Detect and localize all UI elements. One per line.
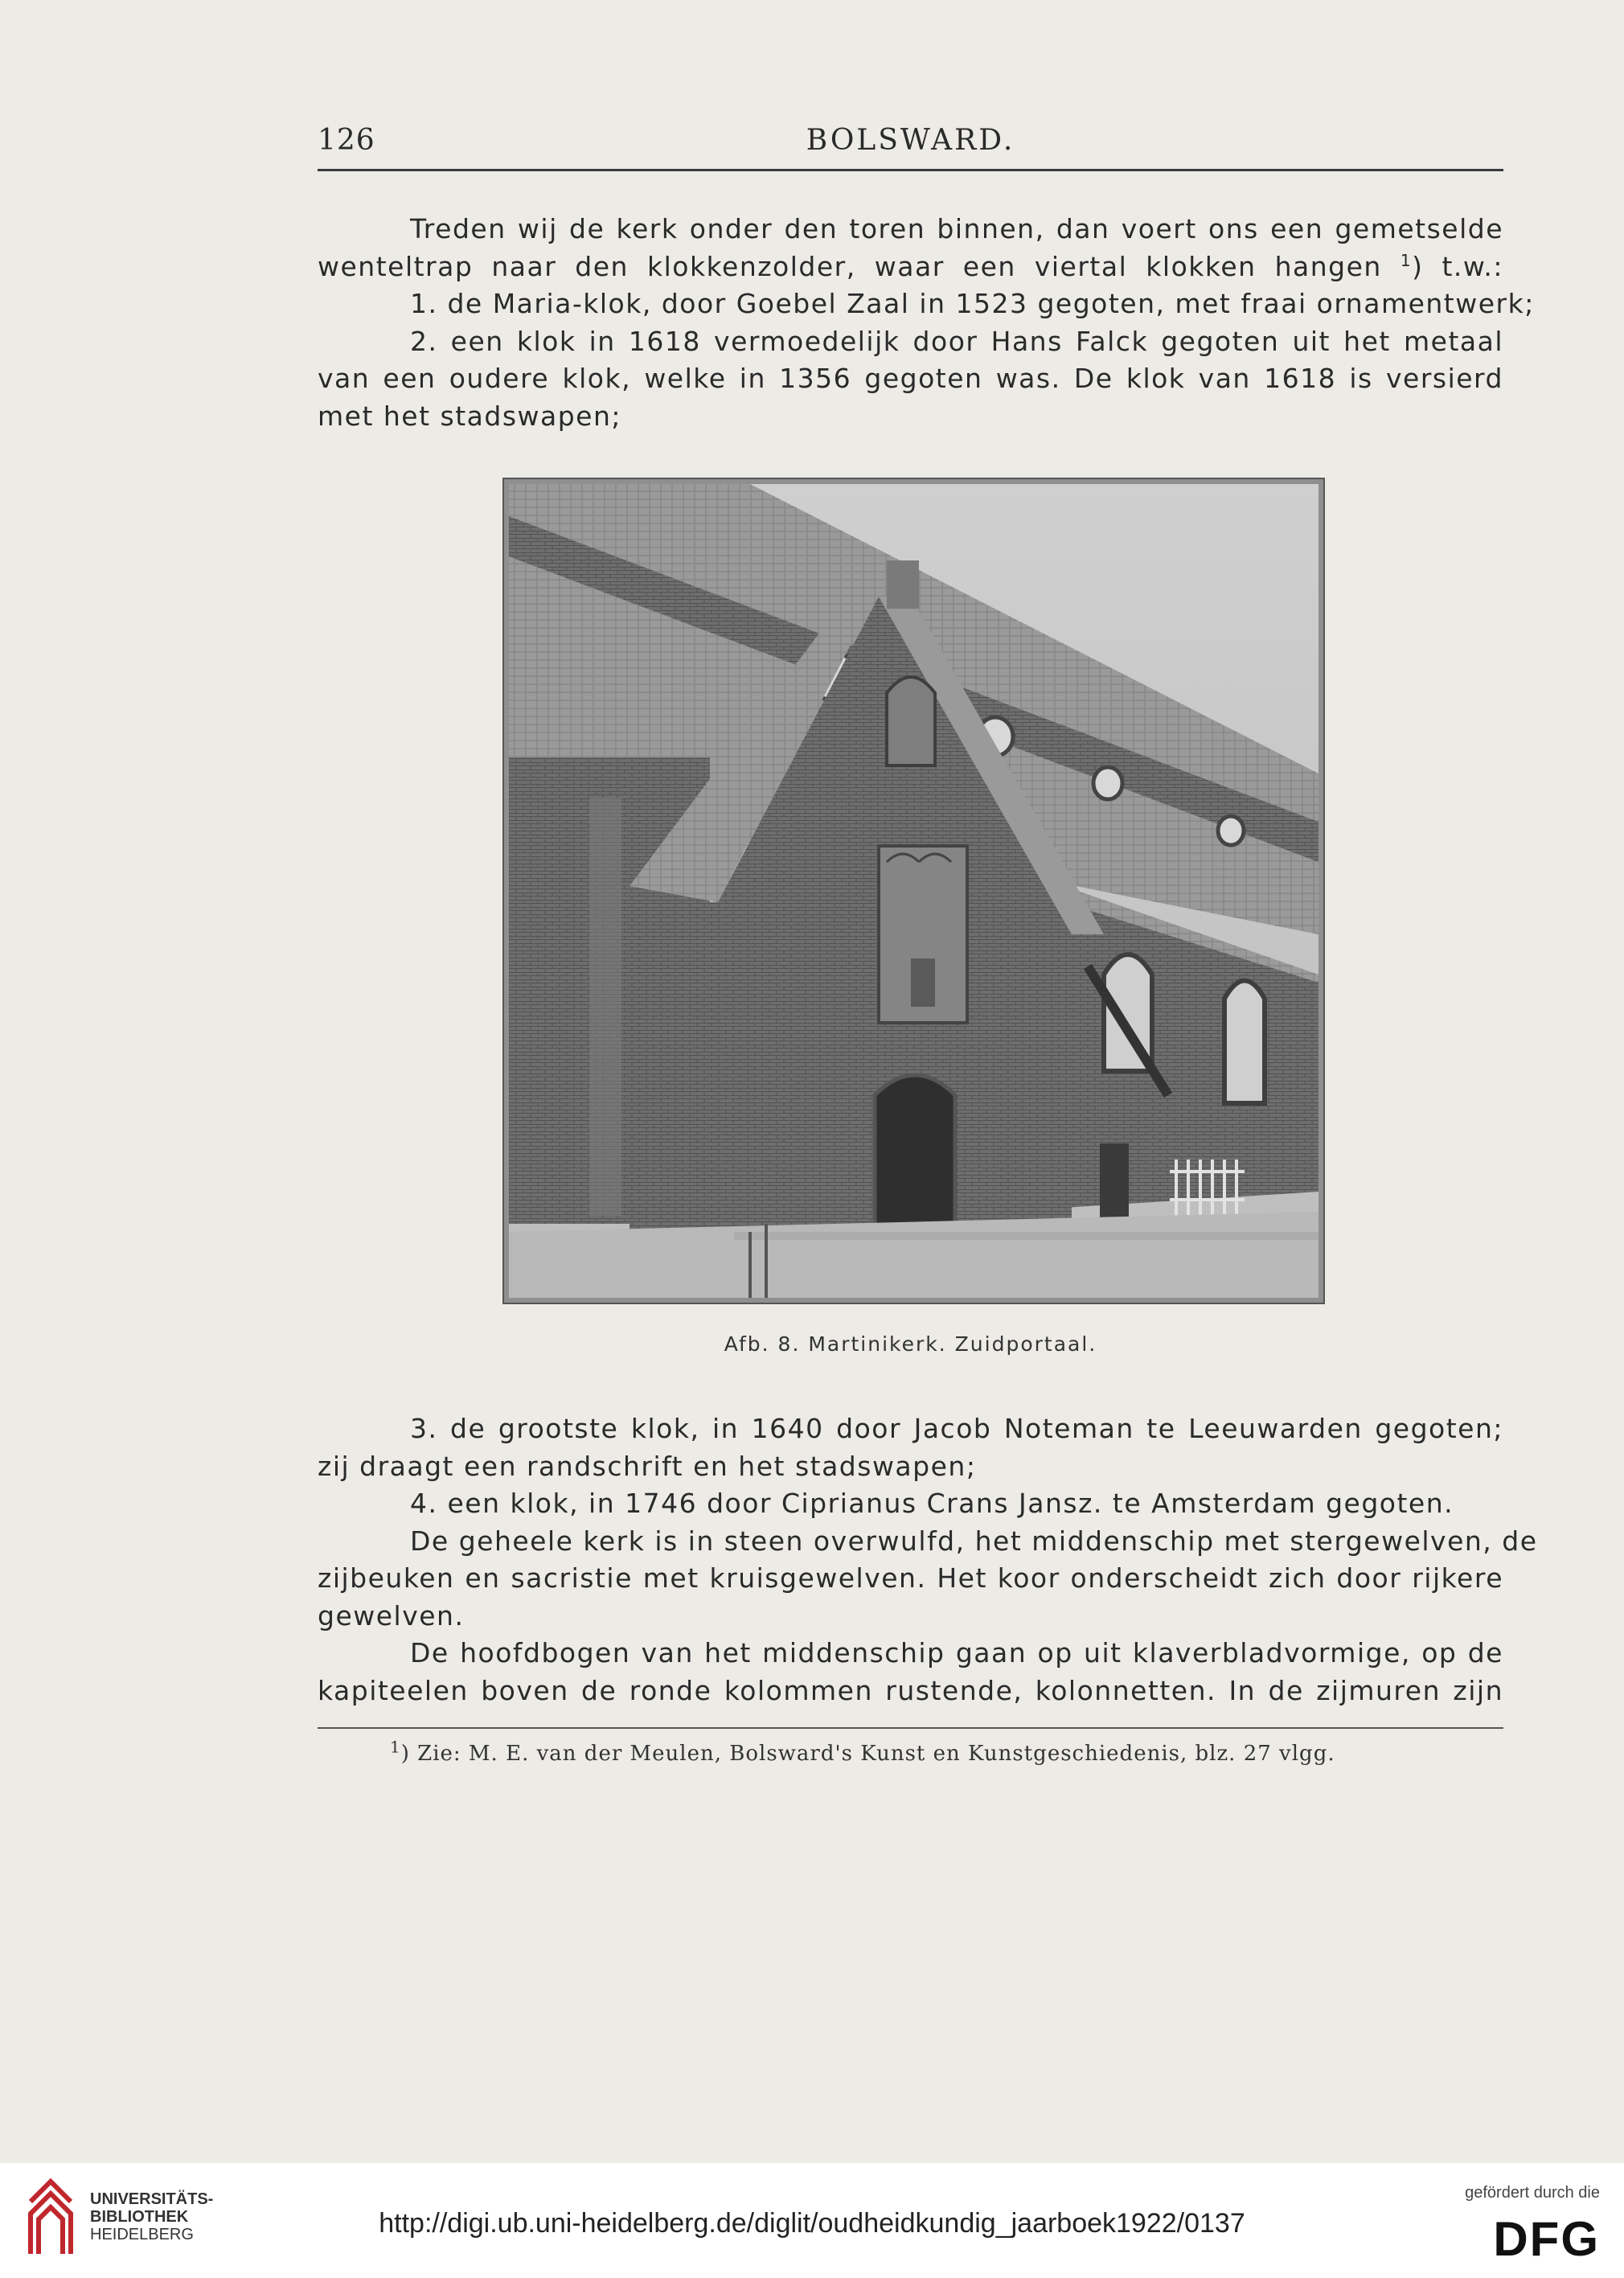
text-line: gewelven. <box>318 1599 465 1632</box>
text-block-top <box>318 211 1535 435</box>
footnote-reference[interactable]: 1 <box>1400 250 1413 270</box>
figure-photo-frame <box>502 478 1325 1304</box>
text-line: 4. een klok, in 1746 door Ciprianus Crans Jansz. te Amsterdam gegoten. <box>410 1488 1454 1519</box>
footnote-text: ) Zie: M. E. van der Meulen, Bolsward's Kunst en Kunstgeschiedenis, blz. 27 vlgg. <box>400 1742 1335 1766</box>
running-head <box>318 121 1503 171</box>
text-line: met het stadswapen; <box>318 400 622 432</box>
text-line: wenteltrap naar den klokkenzolder, waar een viertal klokken hangen $^1$) t.w.: <box>318 250 1503 282</box>
funded-by-label: gefördert durch die <box>1465 2184 1600 2202</box>
text-line: van een oudere klok, welke in 1356 gegoten was. De klok van 1618 is versierd <box>318 363 1503 394</box>
footnote-marker: 1 <box>390 1737 401 1757</box>
text-line: 1. de Maria-klok, door Goebel Zaal in 1523 gegoten, met fraai ornamentwerk; <box>410 288 1535 319</box>
dfg-logo: DFG <box>1493 2212 1600 2266</box>
text-line: 2. een klok in 1618 vermoedelijk door Hans Falck gegoten uit het metaal <box>410 325 1503 357</box>
text-line: De geheele kerk is in steen overwulfd, het middenschip met stergewelven, de <box>410 1525 1538 1557</box>
text-block-bottom <box>318 1410 1538 1710</box>
footer-bar <box>0 2163 1624 2278</box>
text-line: De hoofdbogen van het middenschip gaan op uit klaverbladvormige, op de <box>410 1637 1503 1668</box>
library-name: UNIVERSITÄTS- BIBLIOTHEK HEIDELBERG <box>90 2190 214 2243</box>
footnote <box>390 1737 1335 1766</box>
figure-caption: Afb. 8. Martinikerk. Zuidportaal. <box>724 1332 1097 1356</box>
text-line: zij draagt een randschrift en het stadswapen; <box>318 1450 977 1482</box>
church-porch-photo <box>509 484 1318 1298</box>
text-line: Treden wij de kerk onder den toren binnen, dan voert ons een gemetselde <box>410 213 1503 244</box>
page-number: 126 <box>318 124 375 157</box>
source-url-link[interactable]: http://digi.ub.uni-heidelberg.de/diglit/oudheidkundig_jaarboek1922/0137 <box>379 2208 1245 2239</box>
text-line: zijbeuken en sacristie met kruisgewelven. Het koor onderscheidt zich door rijkere <box>318 1562 1503 1594</box>
text-line: kapiteelen boven de ronde kolommen rustende, kolonnetten. In de zijmuren zijn <box>318 1674 1503 1706</box>
page-title: BOLSWARD. <box>806 124 1015 157</box>
text-line: 3. de grootste klok, in 1640 door Jacob Noteman te Leeuwarden gegoten; <box>410 1413 1503 1444</box>
footnote-divider <box>318 1727 1503 1729</box>
